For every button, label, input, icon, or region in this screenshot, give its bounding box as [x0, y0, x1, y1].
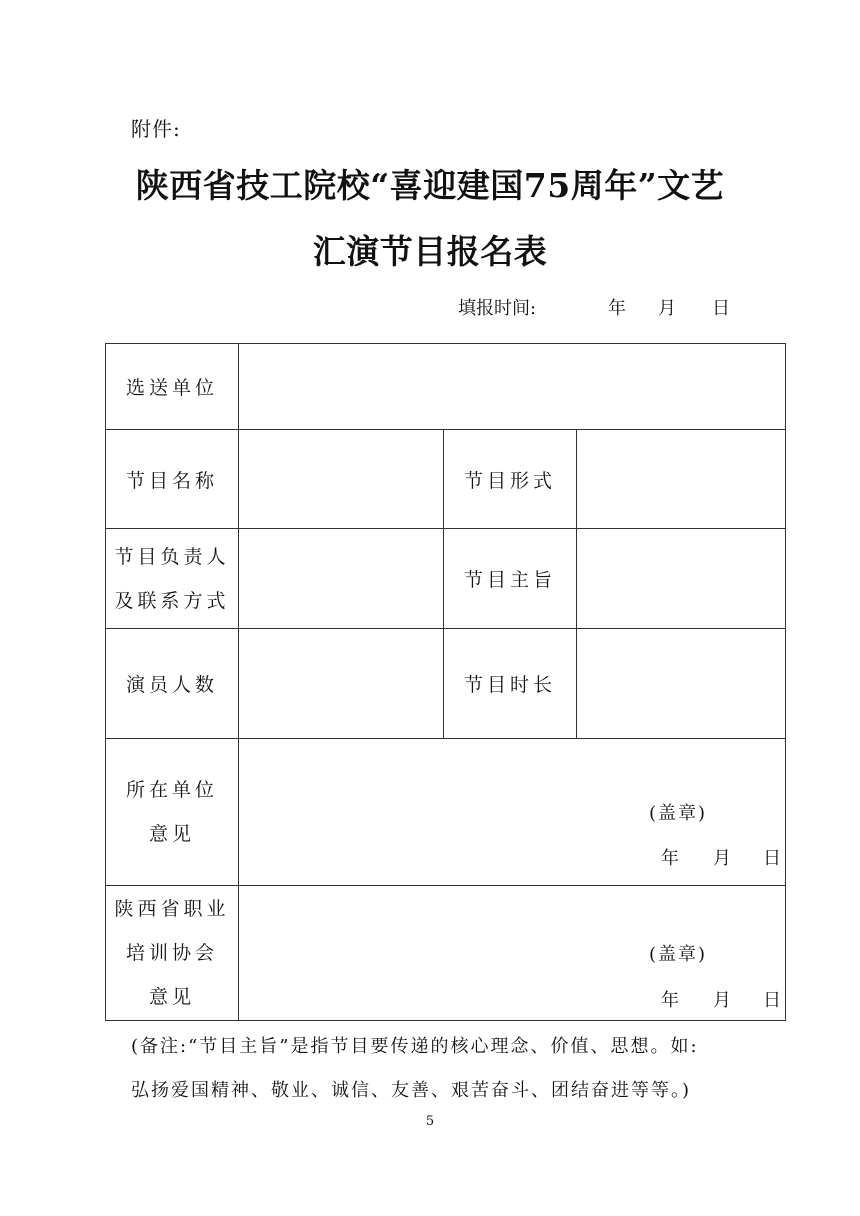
note-line-1: (备注:“节目主旨”是指节目要传递的核心理念、价值、思想。如: — [131, 1036, 699, 1057]
sending-unit-label: 选送单位 — [106, 344, 239, 430]
registration-form-table — [105, 343, 786, 1021]
program-name-label: 节目名称 — [106, 430, 239, 529]
program-name-field[interactable] — [239, 430, 444, 529]
association-label-line-1: 陕西省职业 — [114, 898, 230, 920]
association-opinion-label — [106, 886, 239, 1021]
unit-date-year: 年 — [661, 848, 679, 869]
fill-date-year: 年 — [608, 298, 626, 319]
row-association-opinion — [106, 886, 786, 1021]
association-opinion-date — [661, 986, 781, 1012]
responsible-label-line-2: 及联系方式 — [114, 589, 230, 612]
fill-date-month: 月 — [658, 298, 676, 319]
unit-opinion-field[interactable] — [239, 739, 786, 886]
row-unit-opinion — [106, 739, 786, 886]
row-sending-unit — [106, 344, 786, 430]
page-number: 5 — [425, 1114, 435, 1129]
unit-opinion-label-line-1: 所在单位 — [125, 779, 218, 801]
association-date-month: 月 — [713, 990, 731, 1011]
association-label-line-3: 意见 — [148, 986, 195, 1008]
fill-date-day: 日 — [712, 298, 730, 319]
row-program-name — [106, 430, 786, 529]
row-performers — [106, 629, 786, 739]
association-date-year: 年 — [661, 990, 679, 1011]
note-line-2: 弘扬爱国精神、敬业、诚信、友善、艰苦奋斗、团结奋进等等。) — [131, 1080, 692, 1101]
performer-count-field[interactable] — [239, 629, 444, 739]
sending-unit-field[interactable] — [239, 344, 786, 430]
association-seal-text: (盖章) — [649, 944, 708, 965]
program-theme-label: 节目主旨 — [444, 529, 577, 629]
unit-opinion-label-line-2: 意见 — [148, 823, 195, 845]
program-theme-field[interactable] — [577, 529, 786, 629]
attachment-label: 附件: — [131, 117, 181, 141]
unit-date-day: 日 — [763, 848, 781, 869]
row-responsible — [106, 529, 786, 629]
association-label-line-2: 培训协会 — [125, 942, 218, 964]
unit-seal-text: (盖章) — [649, 803, 708, 824]
unit-date-month: 月 — [713, 848, 731, 869]
program-duration-label: 节目时长 — [444, 629, 577, 739]
responsible-contact-field[interactable] — [239, 529, 444, 629]
unit-opinion-date — [661, 844, 781, 870]
program-form-field[interactable] — [577, 430, 786, 529]
program-form-label: 节目形式 — [444, 430, 577, 529]
performer-count-label: 演员人数 — [106, 629, 239, 739]
association-opinion-field[interactable] — [239, 886, 786, 1021]
document-title-line-2: 汇演节目报名表 — [312, 232, 548, 271]
responsible-label-line-1: 节目负责人 — [114, 545, 230, 568]
program-duration-field[interactable] — [577, 629, 786, 739]
document-title-line-1: 陕西省技工院校“喜迎建国75周年”文艺 — [135, 166, 725, 205]
association-date-day: 日 — [763, 990, 781, 1011]
unit-opinion-label — [106, 739, 239, 886]
fill-date-label: 填报时间: — [458, 298, 537, 319]
responsible-contact-label — [106, 529, 239, 629]
fill-date — [458, 294, 730, 320]
